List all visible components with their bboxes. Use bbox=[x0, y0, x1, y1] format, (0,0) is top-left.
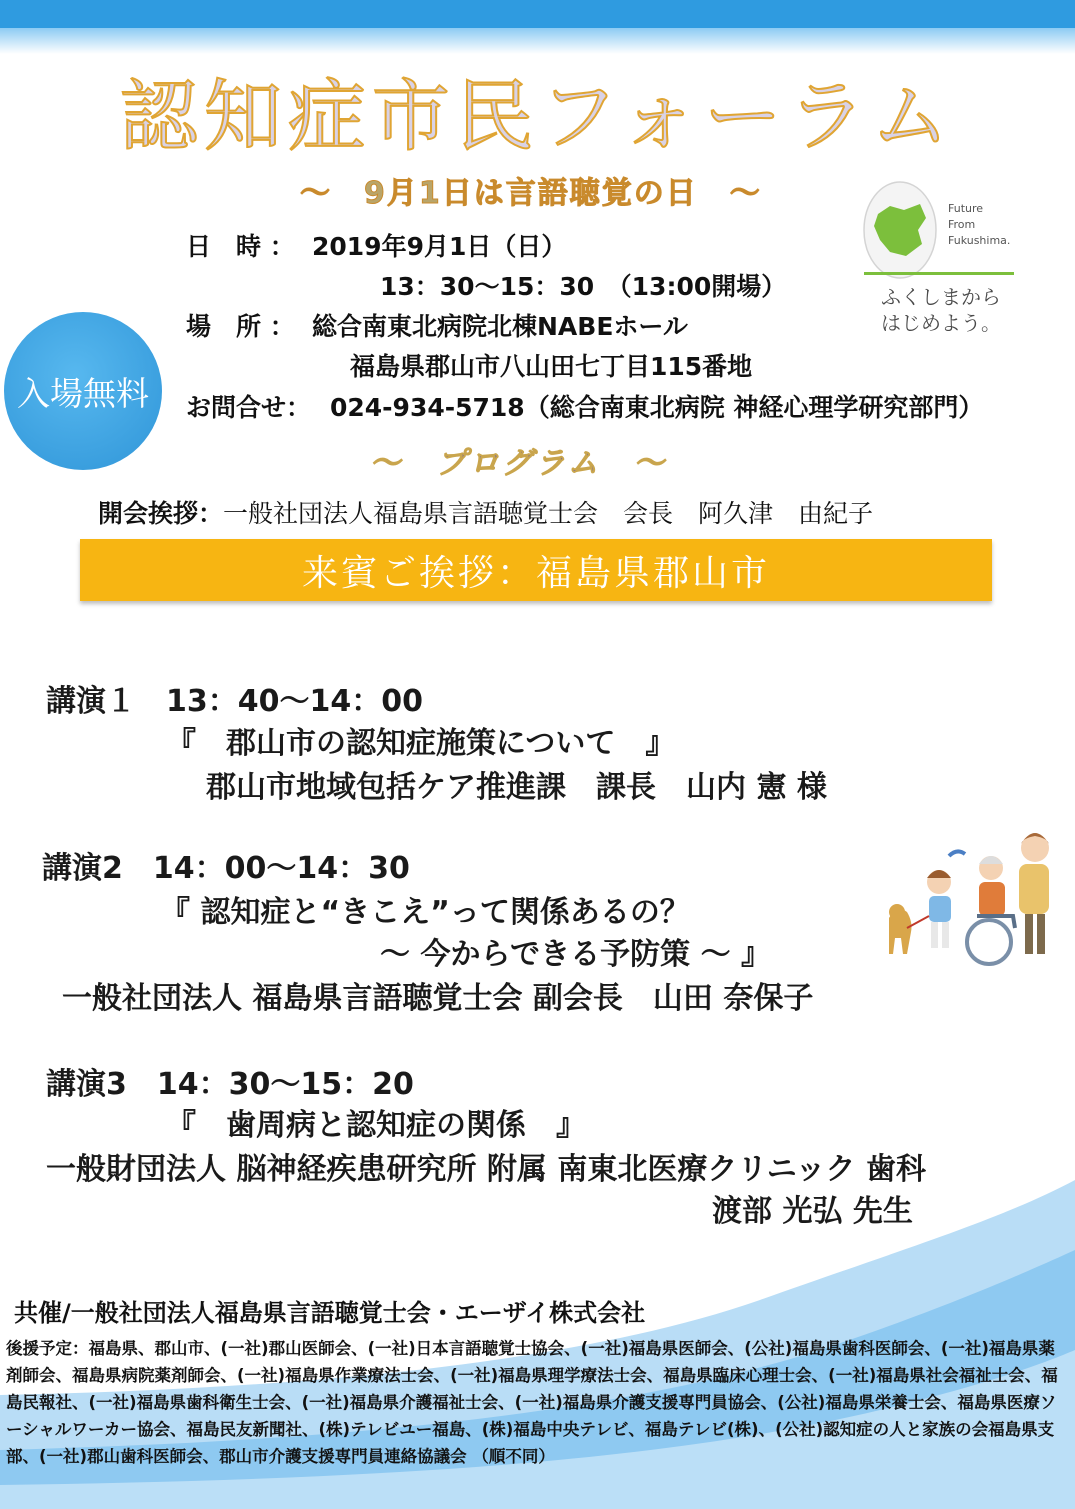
top-gradient bbox=[0, 28, 1075, 54]
venue-name: 総合南東北病院北棟NABEホール bbox=[312, 312, 688, 341]
lecture-1-speaker: 郡山市地域包括ケア推進課 課長 山内 憲 様 bbox=[206, 770, 827, 805]
egg-icon bbox=[860, 170, 1020, 290]
supporters: 後援予定：福島県、郡山市、(一社)郡山医師会、(一社)日本言語聴覚士協会、(一社)福島県医師会、(公社)福島県歯科医師会、(一社)福島県薬剤師会、福島県病院薬剤師会、(一社)福島県作業療法士会、(一社)福島県理学療法士会、福島県臨床心理士会、(一社)福島県社会福祉士会、福島民報社、(一社)福島県歯科衛生士会、(一社)福島県介護福祉士会、(一社)福島県介護支援専門員協会、(公社)福島県栄養士会、福島県医療ソーシャルワーカー協会、福島民友新聞社、(株)テレビユー福島、(株)福島中央テレビ、福島テレビ(株)、(公社)認知症の人と家族の会福島県支部、(一社)郡山歯科医師会、郡山市介護支援専門員連絡協議会 （順不同） bbox=[6, 1339, 1058, 1466]
venue-label: 場 所 ： bbox=[186, 312, 295, 341]
free-admission-badge: 入場無料 bbox=[4, 312, 162, 470]
opening-label: 開会挨拶： bbox=[98, 499, 224, 528]
datetime-time: 13：30～15：30 （13:00開場） bbox=[380, 272, 787, 301]
contact-value: 024-934-5718（総合南東北病院 神経心理学研究部門） bbox=[330, 393, 984, 422]
venue-address: 福島県郡山市八山田七丁目115番地 bbox=[350, 352, 753, 381]
guest-greeting-banner: 来賓ご挨拶：福島県郡山市 bbox=[80, 539, 992, 601]
top-bar bbox=[0, 0, 1075, 28]
lecture-2-speaker: 一般社団法人 福島県言語聴覚士会 副会長 山田 奈保子 bbox=[62, 981, 814, 1016]
contact-label: お問合せ： bbox=[186, 393, 312, 422]
logo-line-1: Future bbox=[948, 202, 984, 215]
logo-line-3: Fukushima. bbox=[948, 234, 1011, 247]
family-illustration bbox=[885, 820, 1065, 970]
datetime-label: 日 時 ： bbox=[186, 232, 295, 261]
lecture-2-header: 講演2 14：00～14：30 bbox=[42, 851, 410, 886]
logo-caption-2: はじめよう。 bbox=[881, 311, 1001, 335]
program-heading: ～ プログラム ～ bbox=[370, 446, 667, 481]
lecture-3-speaker: 一般財団法人 脳神経疾患研究所 附属 南東北医療クリニック 歯科 bbox=[46, 1152, 926, 1187]
lecture-3-speaker-2: 渡部 光弘 先生 bbox=[712, 1194, 913, 1229]
lecture-1-title: 『 郡山市の認知症施策について 』 bbox=[166, 726, 676, 761]
opening-remarks bbox=[98, 494, 873, 530]
subtitle: ～ 9月1日は言語聴覚の日 ～ bbox=[300, 176, 762, 211]
datetime-date: 2019年9月1日（日） bbox=[312, 232, 567, 261]
lecture-3-header: 講演3 14：30～15：20 bbox=[46, 1067, 414, 1102]
co-sponsor: 共催/一般社団法人福島県言語聴覚士会・エーザイ株式会社 bbox=[14, 1299, 646, 1327]
lecture-2-title: 『 認知症と“きこえ”って関係あるの？ bbox=[160, 895, 690, 930]
opening-text: 一般社団法人福島県言語聴覚士会 会長 阿久津 由紀子 bbox=[223, 499, 874, 528]
logo-line-2: From bbox=[948, 218, 976, 231]
page-title: 認知症市民フォーラム bbox=[119, 72, 956, 162]
logo-caption bbox=[866, 284, 1016, 336]
logo-caption-1: ふくしまから bbox=[881, 285, 1001, 309]
lecture-2-title-2: ～ 今からできる予防策 ～ 』 bbox=[380, 937, 772, 972]
lecture-1-header: 講演１ 13：40～14：00 bbox=[46, 684, 423, 719]
lecture-3-title: 『 歯周病と認知症の関係 』 bbox=[166, 1108, 586, 1143]
